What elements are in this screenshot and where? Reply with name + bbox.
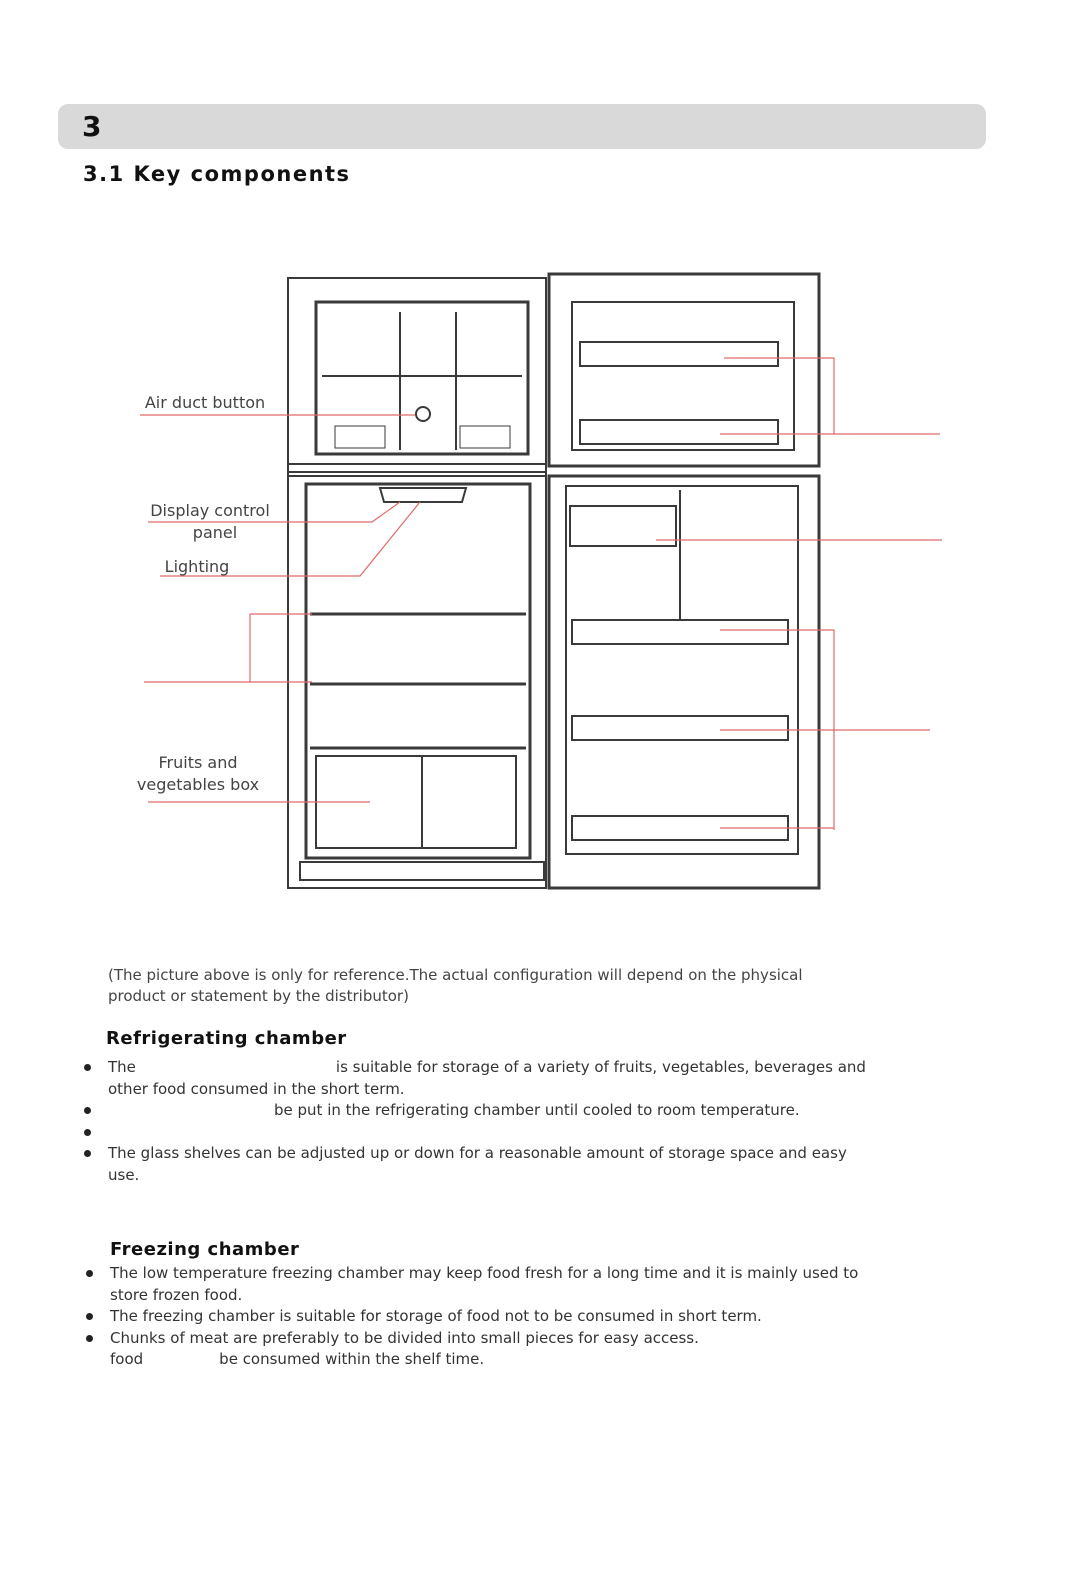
- list-item: [82, 1057, 988, 1100]
- list-item: [82, 1143, 988, 1186]
- item-text-pre: The: [108, 1058, 136, 1076]
- list-item: [84, 1263, 988, 1306]
- item-text-cont-pre: food: [110, 1350, 144, 1368]
- freezing-chamber-title: Freezing chamber: [110, 1239, 300, 1260]
- reference-note-line2: product or statement by the distributor): [108, 987, 409, 1005]
- fridge-diagram: [0, 250, 1086, 910]
- refrigerating-list: [82, 1057, 988, 1186]
- item-text-post: is suitable for storage of a variety of fruits, vegetables, beverages and: [335, 1058, 866, 1076]
- list-item: [84, 1306, 988, 1328]
- item-text-cont: other food consumed in the short term.: [108, 1079, 405, 1098]
- label-fruits-box-line1: Fruits and: [158, 753, 238, 772]
- item-text-cont: use.: [108, 1165, 140, 1184]
- display-panel-shape: [380, 488, 466, 502]
- label-air-duct-button: Air duct button: [144, 393, 266, 412]
- section-number: 3: [82, 110, 102, 143]
- section-subtitle: 3.1 Key components: [83, 162, 351, 186]
- bullet-dot: [84, 1129, 91, 1136]
- bullet-dot: [84, 1107, 91, 1114]
- item-text: be put in the refrigerating chamber until cooled to room temperature.: [274, 1101, 800, 1119]
- item-text: The glass shelves can be adjusted up or down for a reasonable amount of storage space and easy: [108, 1144, 847, 1162]
- item-text-cont-post: be consumed within the shelf time.: [219, 1350, 485, 1368]
- bullet-dot: [84, 1064, 91, 1071]
- label-lighting: Lighting: [164, 557, 230, 576]
- fridge-cabinet: [288, 476, 546, 888]
- list-item: [82, 1122, 988, 1144]
- section-header-bar: [58, 104, 986, 149]
- air-duct-knob: [416, 407, 430, 421]
- label-display-control-panel-line2: panel: [192, 523, 238, 542]
- label-display-control-panel-line1: Display control: [150, 501, 270, 520]
- item-text: Chunks of meat are preferably to be divided into small pieces for easy access.: [110, 1328, 699, 1347]
- fridge-door: [549, 476, 819, 888]
- reference-note: [108, 965, 986, 1007]
- bullet-dot: [86, 1335, 93, 1342]
- item-text: The low temperature freezing chamber may keep food fresh for a long time and it is mainly used to: [110, 1264, 859, 1282]
- bullet-dot: [84, 1150, 91, 1157]
- refrigerating-chamber-title: Refrigerating chamber: [106, 1028, 347, 1049]
- fridge-illustration: [0, 250, 1086, 910]
- list-item: [84, 1328, 988, 1371]
- list-item: [82, 1100, 988, 1122]
- freezer-interior: [316, 302, 528, 454]
- reference-note-line1: (The picture above is only for reference.The actual configuration will depend on the physical: [108, 966, 803, 984]
- item-text: The freezing chamber is suitable for storage of food not to be consumed in short term.: [110, 1307, 762, 1325]
- freezing-list: [84, 1263, 988, 1371]
- label-fruits-box-line2: vegetables box: [136, 775, 260, 794]
- bullet-dot: [86, 1313, 93, 1320]
- bullet-dot: [86, 1270, 93, 1277]
- item-text-cont: store frozen food.: [110, 1285, 243, 1304]
